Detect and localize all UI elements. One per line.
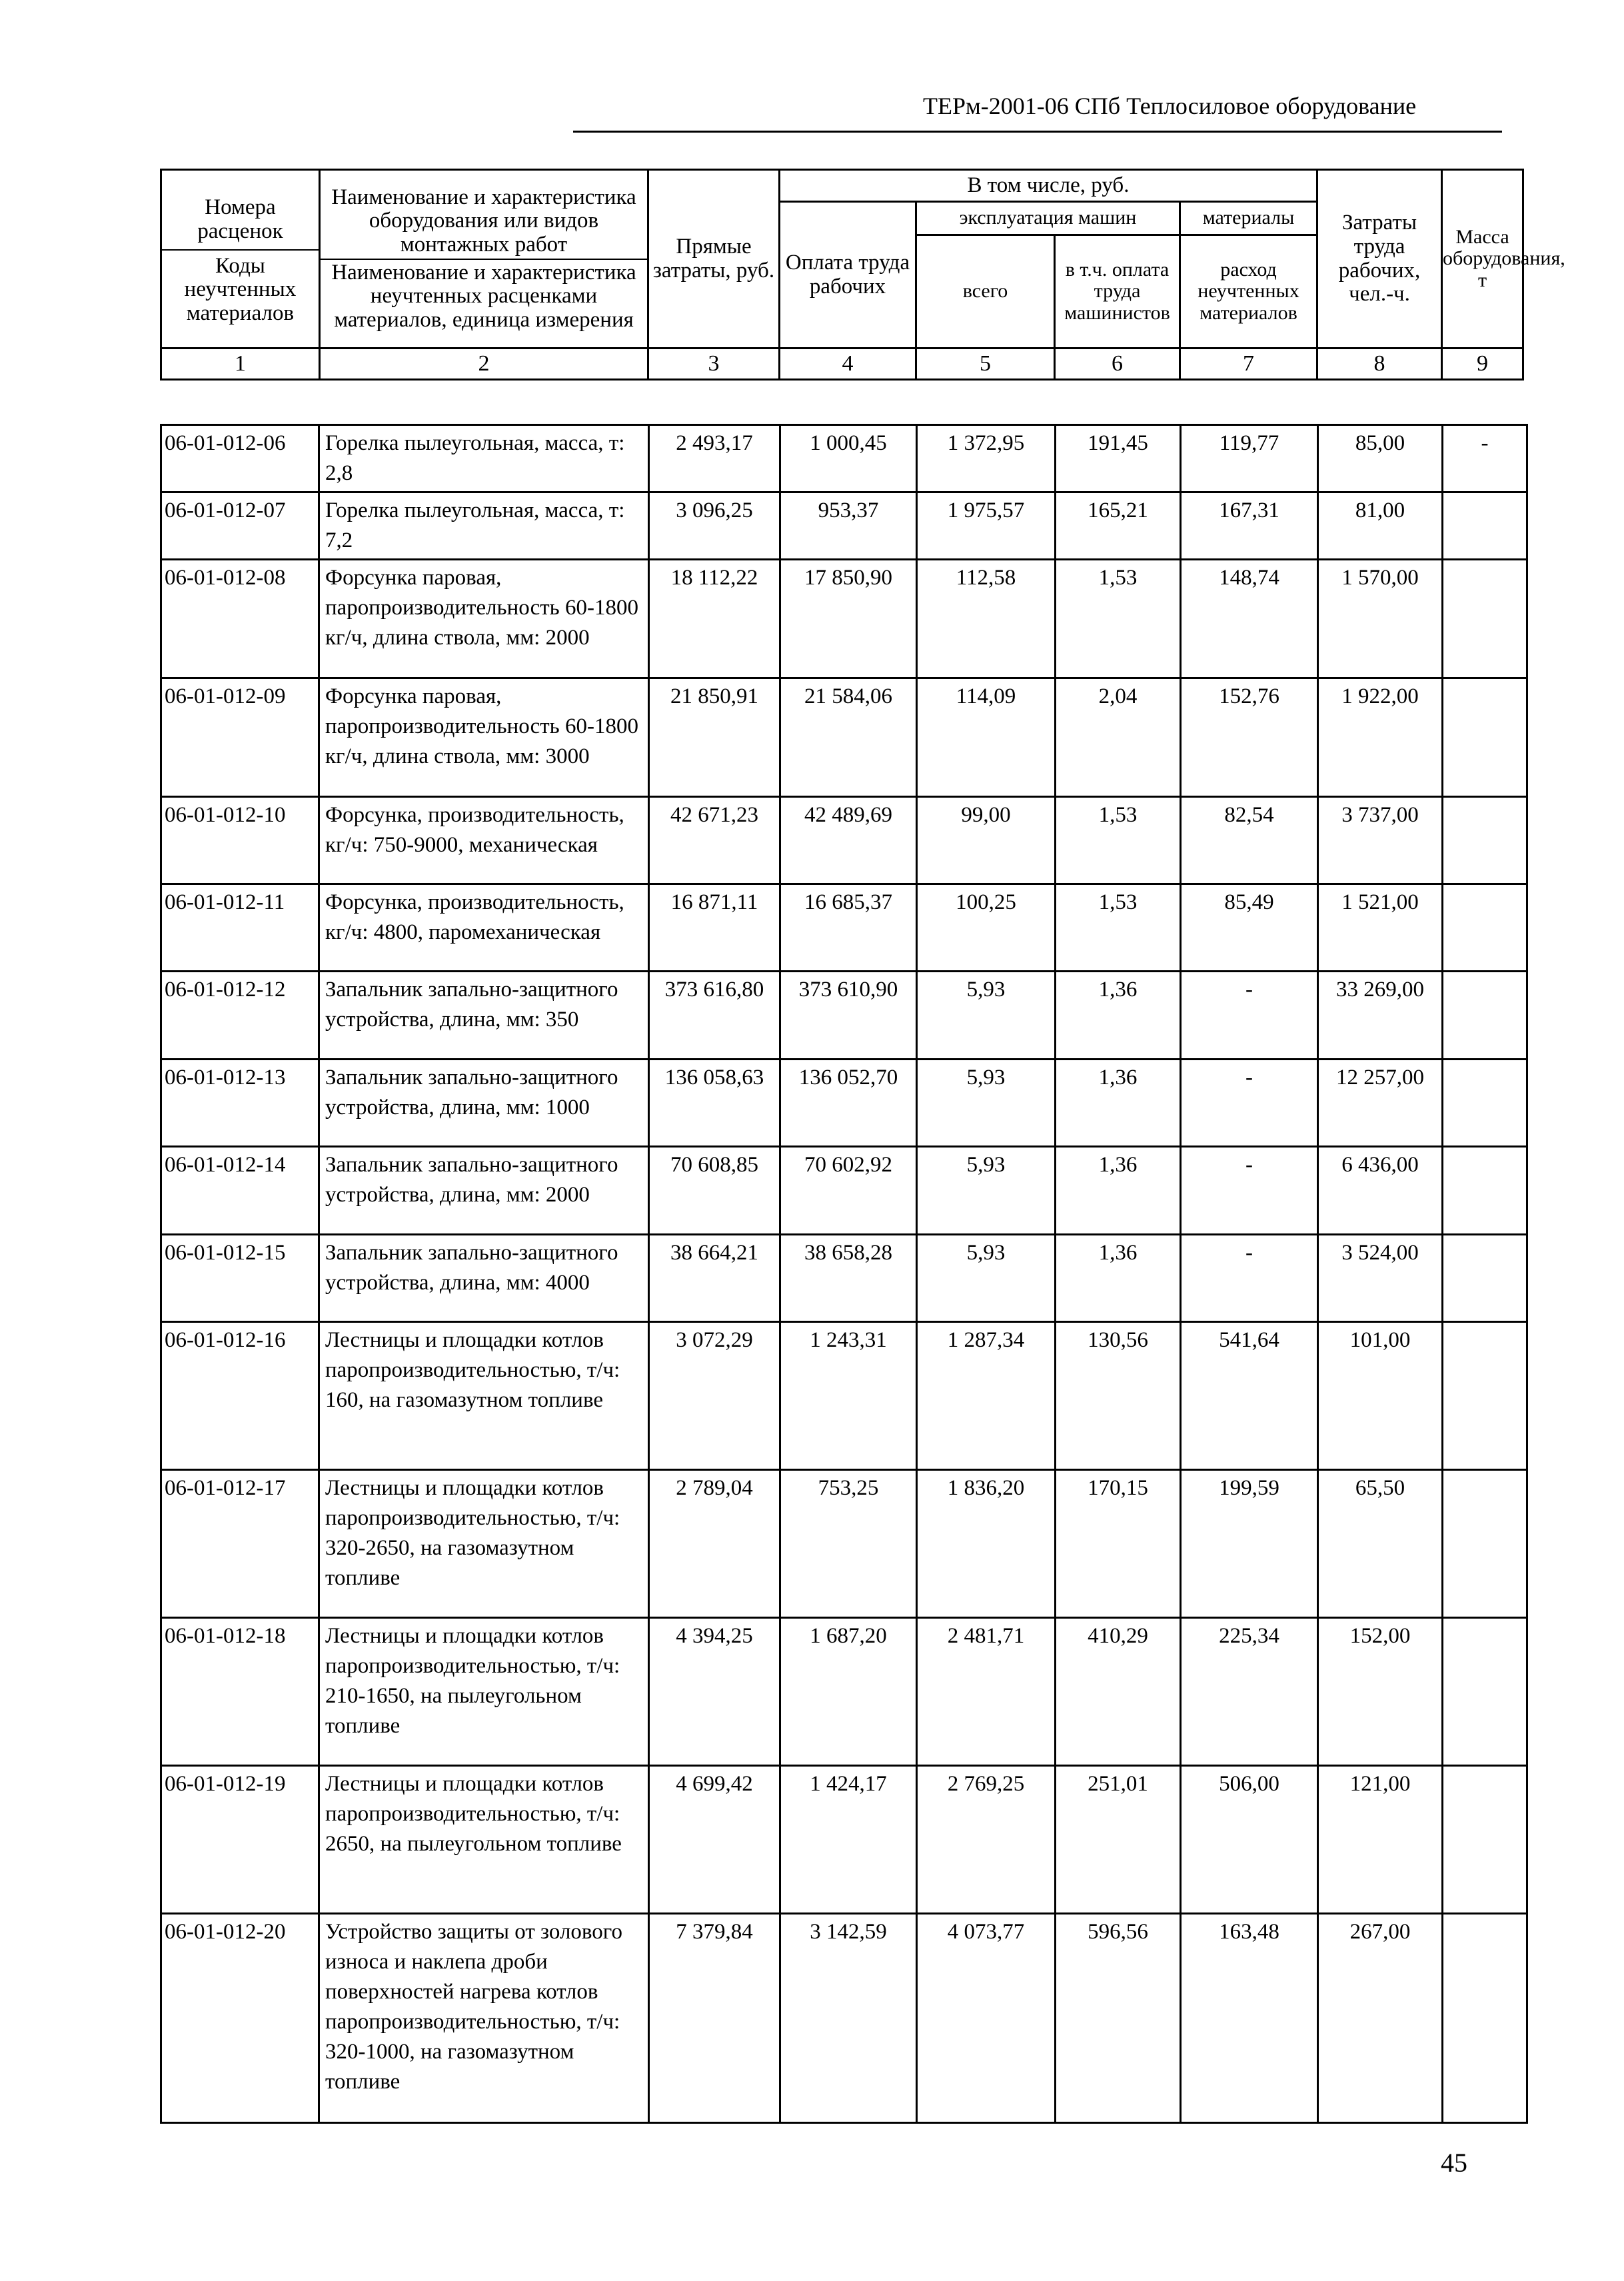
machine-cost: 2 769,25: [917, 1766, 1056, 1914]
labor-hours: 267,00: [1318, 1914, 1443, 2123]
rate-name: Запальник запально-защитного устройства, длина, мм: 350: [319, 972, 649, 1060]
rate-name: Запальник запально-защитного устройства, длина, мм: 2000: [319, 1147, 649, 1235]
labor-cost: 38 658,28: [780, 1235, 917, 1322]
materials-cost: 541,64: [1181, 1322, 1318, 1470]
materials-cost: -: [1181, 972, 1318, 1060]
operator-cost: 165,21: [1056, 492, 1181, 560]
table-header: [160, 169, 1565, 380]
labor-cost: 17 850,90: [780, 560, 917, 678]
table-row: [161, 1470, 1527, 1618]
equipment-mass: [1443, 1060, 1527, 1147]
labor-hours: 81,00: [1318, 492, 1443, 560]
rate-code: 06-01-012-11: [161, 884, 319, 972]
machine-cost: 5,93: [917, 1060, 1056, 1147]
direct-cost: 18 112,22: [649, 560, 780, 678]
rate-code: 06-01-012-14: [161, 1147, 319, 1235]
header-machines: эксплуатация машин: [916, 202, 1180, 235]
labor-hours: 33 269,00: [1318, 972, 1443, 1060]
table-row: [161, 1618, 1527, 1766]
operator-cost: 2,04: [1056, 678, 1181, 797]
rate-code: 06-01-012-20: [161, 1914, 319, 2123]
direct-cost: 136 058,63: [649, 1060, 780, 1147]
header-col4: Оплата труда рабочих: [780, 202, 916, 349]
table-row: [161, 884, 1527, 972]
materials-cost: 506,00: [1181, 1766, 1318, 1914]
labor-cost: 1 000,45: [780, 425, 917, 492]
rate-name: Запальник запально-защитного устройства, длина, мм: 1000: [319, 1060, 649, 1147]
operator-cost: 1,53: [1056, 560, 1181, 678]
rate-code: 06-01-012-08: [161, 560, 319, 678]
header-materials: материалы: [1180, 202, 1317, 235]
header-num: 6: [1055, 349, 1180, 380]
operator-cost: 1,53: [1056, 884, 1181, 972]
operator-cost: 1,36: [1056, 972, 1181, 1060]
equipment-mass: [1443, 492, 1527, 560]
operator-cost: 1,36: [1056, 1147, 1181, 1235]
operator-cost: 1,36: [1056, 1235, 1181, 1322]
header-col1-top: Номера расценок: [161, 192, 320, 250]
rate-code: 06-01-012-10: [161, 797, 319, 884]
rate-name: Лестницы и площадки котлов паропроизводительностью, т/ч: 160, на газомазутном топливе: [319, 1322, 649, 1470]
machine-cost: 114,09: [917, 678, 1056, 797]
rate-name: Горелка пылеугольная, масса, т: 7,2: [319, 492, 649, 560]
table-row: [161, 1914, 1527, 2123]
machine-cost: 100,25: [917, 884, 1056, 972]
direct-cost: 70 608,85: [649, 1147, 780, 1235]
equipment-mass: [1443, 1470, 1527, 1618]
rates-table: [160, 424, 1528, 2124]
operator-cost: 596,56: [1056, 1914, 1181, 2123]
rate-code: 06-01-012-15: [161, 1235, 319, 1322]
direct-cost: 2 789,04: [649, 1470, 780, 1618]
rate-name: Форсунка паровая, паропроизводительность 60-1800 кг/ч, длина ствола, мм: 3000: [319, 678, 649, 797]
header-group: В том числе, руб.: [780, 170, 1317, 202]
materials-cost: -: [1181, 1060, 1318, 1147]
table-row: [161, 797, 1527, 884]
rate-code: 06-01-012-13: [161, 1060, 319, 1147]
table-row: [161, 1060, 1527, 1147]
direct-cost: 7 379,84: [649, 1914, 780, 2123]
header-num: 5: [916, 349, 1055, 380]
machine-cost: 99,00: [917, 797, 1056, 884]
direct-cost: 16 871,11: [649, 884, 780, 972]
table-row: [161, 560, 1527, 678]
header-col2-top: Наименование и характеристика оборудования или видов монтажных работ: [319, 186, 648, 260]
materials-cost: 225,34: [1181, 1618, 1318, 1766]
rate-name: Горелка пылеугольная, масса, т: 2,8: [319, 425, 649, 492]
direct-cost: 38 664,21: [649, 1235, 780, 1322]
machine-cost: 4 073,77: [917, 1914, 1056, 2123]
direct-cost: 3 096,25: [649, 492, 780, 560]
rate-code: 06-01-012-19: [161, 1766, 319, 1914]
materials-cost: 152,76: [1181, 678, 1318, 797]
rate-code: 06-01-012-17: [161, 1470, 319, 1618]
equipment-mass: [1443, 1618, 1527, 1766]
labor-hours: 101,00: [1318, 1322, 1443, 1470]
running-header: ТЕРм-2001-06 СПб Теплосиловое оборудование: [923, 93, 1417, 119]
header-num: 2: [320, 349, 648, 380]
table-row: [161, 1322, 1527, 1470]
labor-hours: 3 524,00: [1318, 1235, 1443, 1322]
equipment-mass: -: [1443, 425, 1527, 492]
rate-code: 06-01-012-18: [161, 1618, 319, 1766]
table-row: [161, 425, 1527, 492]
header-col8: Затраты труда рабочих, чел.-ч.: [1317, 170, 1442, 349]
machine-cost: 1 287,34: [917, 1322, 1056, 1470]
labor-hours: 1 570,00: [1318, 560, 1443, 678]
labor-hours: 12 257,00: [1318, 1060, 1443, 1147]
labor-cost: 1 687,20: [780, 1618, 917, 1766]
labor-hours: 3 737,00: [1318, 797, 1443, 884]
equipment-mass: [1443, 1322, 1527, 1470]
operator-cost: 130,56: [1056, 1322, 1181, 1470]
materials-cost: 167,31: [1181, 492, 1318, 560]
rate-name: Лестницы и площадки котлов паропроизводительностью, т/ч: 2650, на пылеугольном топливе: [319, 1766, 649, 1914]
operator-cost: 1,36: [1056, 1060, 1181, 1147]
labor-cost: 3 142,59: [780, 1914, 917, 2123]
equipment-mass: [1443, 1147, 1527, 1235]
direct-cost: 42 671,23: [649, 797, 780, 884]
header-col6: в т.ч. оплата труда машинистов: [1055, 235, 1180, 349]
materials-cost: 119,77: [1181, 425, 1318, 492]
equipment-mass: [1443, 797, 1527, 884]
table-row: [161, 1147, 1527, 1235]
equipment-mass: [1443, 1235, 1527, 1322]
operator-cost: 1,53: [1056, 797, 1181, 884]
table-row: [161, 972, 1527, 1060]
header-num: 3: [648, 349, 780, 380]
rate-code: 06-01-012-16: [161, 1322, 319, 1470]
labor-cost: 16 685,37: [780, 884, 917, 972]
header-col7: расход неучтенных материалов: [1180, 235, 1317, 349]
direct-cost: 3 072,29: [649, 1322, 780, 1470]
rate-name: Лестницы и площадки котлов паропроизводительностью, т/ч: 210-1650, на пылеугольном топливе: [319, 1618, 649, 1766]
direct-cost: 373 616,80: [649, 972, 780, 1060]
header-col5: всего: [916, 235, 1055, 349]
materials-cost: -: [1181, 1235, 1318, 1322]
table-row: [161, 678, 1527, 797]
header-num: 1: [161, 349, 320, 380]
machine-cost: 112,58: [917, 560, 1056, 678]
equipment-mass: [1443, 560, 1527, 678]
rate-code: 06-01-012-07: [161, 492, 319, 560]
rate-name: Форсунка, производительность, кг/ч: 750-9000, механическая: [319, 797, 649, 884]
machine-cost: 1 372,95: [917, 425, 1056, 492]
labor-cost: 1 243,31: [780, 1322, 917, 1470]
header-col1: [161, 170, 320, 349]
machine-cost: 1 975,57: [917, 492, 1056, 560]
labor-cost: 1 424,17: [780, 1766, 917, 1914]
direct-cost: 4 394,25: [649, 1618, 780, 1766]
rate-code: 06-01-012-06: [161, 425, 319, 492]
operator-cost: 191,45: [1056, 425, 1181, 492]
labor-cost: 753,25: [780, 1470, 917, 1618]
materials-cost: 163,48: [1181, 1914, 1318, 2123]
direct-cost: 2 493,17: [649, 425, 780, 492]
rate-code: 06-01-012-12: [161, 972, 319, 1060]
header-col2: [320, 170, 648, 349]
labor-hours: 85,00: [1318, 425, 1443, 492]
direct-cost: 21 850,91: [649, 678, 780, 797]
materials-cost: 199,59: [1181, 1470, 1318, 1618]
equipment-mass: [1443, 1914, 1527, 2123]
operator-cost: 170,15: [1056, 1470, 1181, 1618]
rate-name: Форсунка паровая, паропроизводительность 60-1800 кг/ч, длина ствола, мм: 2000: [319, 560, 649, 678]
materials-cost: 82,54: [1181, 797, 1318, 884]
page-number: 45: [1441, 2148, 1467, 2178]
header-num: 8: [1317, 349, 1442, 380]
equipment-mass: [1443, 884, 1527, 972]
machine-cost: 5,93: [917, 1235, 1056, 1322]
machine-cost: 1 836,20: [917, 1470, 1056, 1618]
rate-name: Запальник запально-защитного устройства, длина, мм: 4000: [319, 1235, 649, 1322]
operator-cost: 251,01: [1056, 1766, 1181, 1914]
rate-name: Форсунка, производительность, кг/ч: 4800, паромеханическая: [319, 884, 649, 972]
header-col2-bottom: Наименование и характеристика неучтенных расценками материалов, единица измерения: [331, 260, 636, 332]
table-row: [161, 1766, 1527, 1914]
labor-hours: 1 922,00: [1318, 678, 1443, 797]
equipment-mass: [1443, 972, 1527, 1060]
header-num: 9: [1442, 349, 1523, 380]
machine-cost: 5,93: [917, 1147, 1056, 1235]
rate-name: Лестницы и площадки котлов паропроизводительностью, т/ч: 320-2650, на газомазутном топливе: [319, 1470, 649, 1618]
table-row: [161, 492, 1527, 560]
rate-name: Устройство защиты от золового износа и наклепа дроби поверхностей нагрева котлов паропроизводительностью, т/ч: 320-1000, на газомазутном топливе: [319, 1914, 649, 2123]
labor-hours: 152,00: [1318, 1618, 1443, 1766]
equipment-mass: [1443, 1766, 1527, 1914]
labor-cost: 136 052,70: [780, 1060, 917, 1147]
machine-cost: 2 481,71: [917, 1618, 1056, 1766]
header-col3: Прямые затраты, руб.: [648, 170, 780, 349]
header-num: 4: [780, 349, 916, 380]
header-rule: [573, 131, 1502, 133]
labor-hours: 65,50: [1318, 1470, 1443, 1618]
operator-cost: 410,29: [1056, 1618, 1181, 1766]
labor-cost: 953,37: [780, 492, 917, 560]
labor-cost: 373 610,90: [780, 972, 917, 1060]
labor-cost: 21 584,06: [780, 678, 917, 797]
equipment-mass: [1443, 678, 1527, 797]
table-row: [161, 1235, 1527, 1322]
header-col1-bottom: Коды неучтенных материалов: [184, 253, 297, 325]
header-num: 7: [1180, 349, 1317, 380]
materials-cost: 148,74: [1181, 560, 1318, 678]
labor-hours: 1 521,00: [1318, 884, 1443, 972]
labor-cost: 42 489,69: [780, 797, 917, 884]
rate-code: 06-01-012-09: [161, 678, 319, 797]
machine-cost: 5,93: [917, 972, 1056, 1060]
direct-cost: 4 699,42: [649, 1766, 780, 1914]
labor-hours: 6 436,00: [1318, 1147, 1443, 1235]
labor-cost: 70 602,92: [780, 1147, 917, 1235]
header-col9: Масса оборудования, т: [1442, 170, 1523, 349]
labor-hours: 121,00: [1318, 1766, 1443, 1914]
materials-cost: 85,49: [1181, 884, 1318, 972]
materials-cost: -: [1181, 1147, 1318, 1235]
